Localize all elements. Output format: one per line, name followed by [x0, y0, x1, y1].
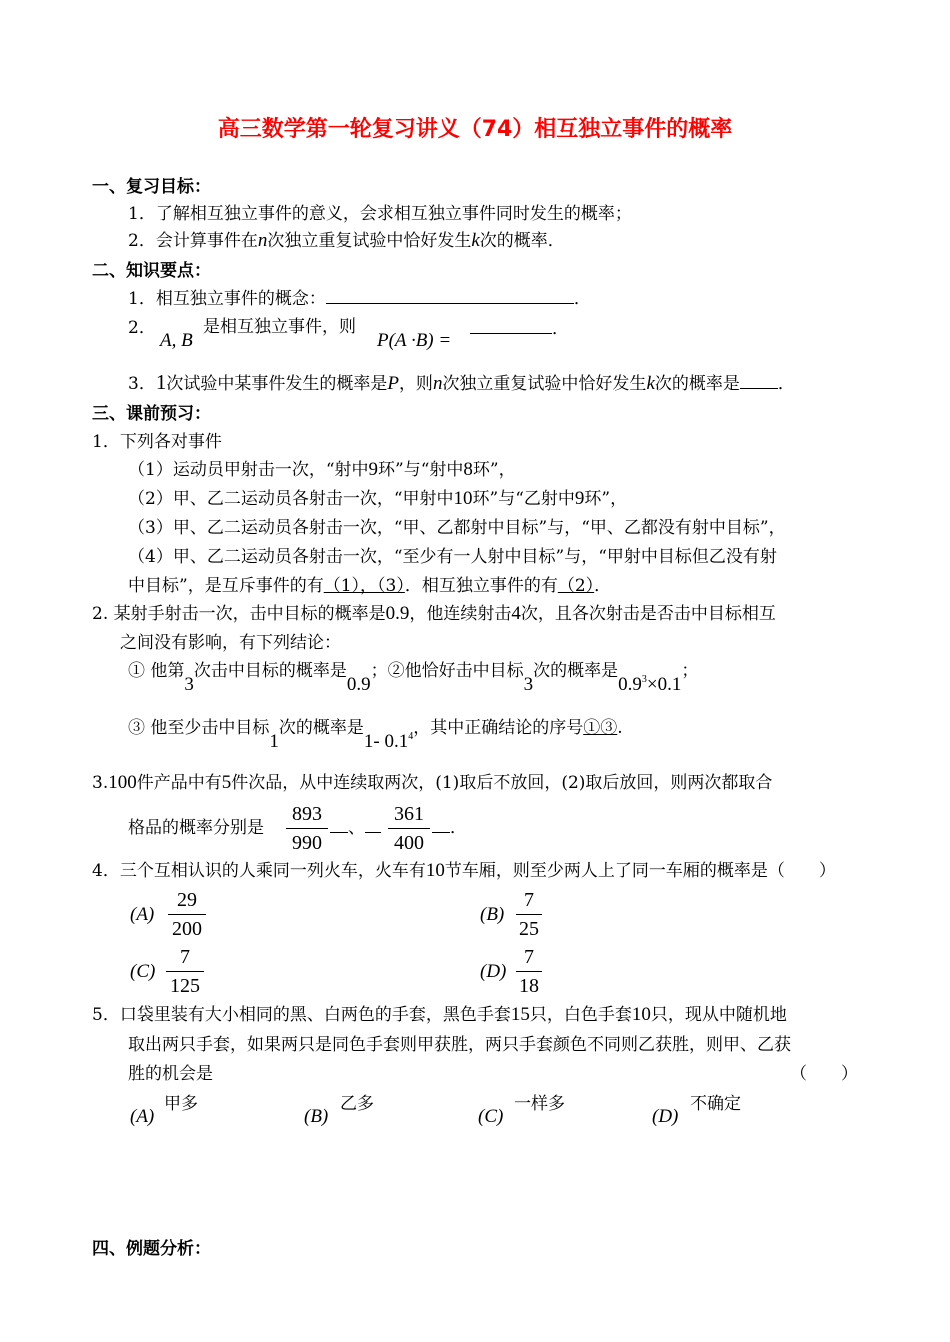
question-5-line-3: 胜的机会是 [128, 1064, 213, 1084]
probability-expression: P(A ·B) = [377, 330, 452, 351]
question-2-conclusion-1-2: ① 他第3次击中目标的概率是0.9；②他恰好击中目标3次的概率是$0.9^3\times 0.1$； [128, 661, 699, 695]
option-b-text: 乙多 [340, 1094, 374, 1114]
knowledge-item-1: 1．相互独立事件的概念： ． [128, 289, 591, 309]
events-ab: A, B [160, 330, 193, 351]
question-2-line-2: 之间没有影响，有下列结论： [120, 633, 341, 653]
option-b-label: (B) [480, 904, 505, 925]
answer-blank [740, 374, 778, 389]
question-1-line-3: （3）甲、乙二运动员各射击一次，“甲、乙都射中目标”与，“甲、乙都没有射中目标”， [128, 518, 786, 538]
question-1-line-5: 中目标”，是互斥事件的有（1），（3）．相互独立事件的有（2）． [128, 576, 612, 596]
section-heading-review-goals: 一、复习目标： [92, 177, 211, 197]
goal-item-1: 1．了解相互独立事件的意义，会求相互独立事件同时发生的概率； [128, 204, 632, 224]
question-1-line-1: （1）运动员甲射击一次，“射中9环”与“射中8环”， [128, 459, 516, 480]
option-b-label: (B) [304, 1106, 329, 1127]
answer-blank [470, 319, 552, 334]
answer-mutually-exclusive: （1），（3） [323, 576, 405, 596]
option-a-label: (A) [130, 1106, 155, 1127]
page-title: 高三数学第一轮复习讲义（74）相互独立事件的概率 [217, 117, 733, 142]
option-c-text: 一样多 [514, 1094, 565, 1114]
question-5-line-1: 5．口袋里装有大小相同的黑、白两色的手套，黑色手套15只，白色手套10只，现从中随机地 [92, 1004, 787, 1025]
answer-parentheses: （ ） [790, 1064, 858, 1084]
question-5-line-2: 取出两只手套，如果两只是同色手套则甲获胜，两只手套颜色不同则乙获胜，则甲、乙获 [128, 1035, 791, 1055]
option-d-text: 不确定 [690, 1094, 741, 1114]
knowledge-item-2-blank: ． [470, 318, 569, 340]
question-1-line-4: （4）甲、乙二运动员各射击一次，“至少有一人射中目标”与，“甲射中目标但乙没有射 [128, 547, 777, 567]
fraction-with-replacement: 361 400 [388, 801, 430, 856]
fraction-no-replacement: 893 990 [286, 801, 328, 856]
option-d-label: (D) [480, 961, 507, 982]
knowledge-item-2-text: 是相互独立事件，则 [203, 317, 356, 337]
question-2-line-1: 2. 某射手射击一次，击中目标的概率是0.9，他连续射击4次，且各次射击是否击中目标相互 [92, 603, 776, 624]
question-3-line-2-label: 格品的概率分别是 [128, 818, 264, 838]
option-c-fraction: 7 125 [166, 944, 204, 999]
section-heading-preview: 三、课前预习： [92, 404, 211, 424]
answer-independent: （2） [557, 576, 595, 596]
question-1-stem: 1．下列各对事件 [92, 432, 222, 452]
section-heading-key-points: 二、知识要点： [92, 261, 211, 281]
option-c-label: (C) [130, 961, 156, 982]
answer-correct-conclusions: ①③ [583, 718, 618, 738]
question-4-stem: 4．三个互相认识的人乘同一列火车，火车有10节车厢，则至少两人上了同一车厢的概率是（ ） [92, 860, 836, 881]
option-d-label: (D) [652, 1106, 679, 1127]
section-heading-examples: 四、例题分析： [92, 1239, 211, 1259]
knowledge-item-2-label: 2． [128, 318, 156, 338]
knowledge-item-3: 3．1次试验中某事件发生的概率是P，则n次独立重复试验中恰好发生k次的概率是 ． [128, 370, 795, 394]
question-3-separator: 、 [330, 817, 381, 839]
option-a-label: (A) [130, 904, 155, 925]
option-b-fraction: 7 25 [516, 887, 542, 942]
answer-blank [326, 289, 574, 304]
option-a-fraction: 29 200 [168, 887, 206, 942]
option-d-fraction: 7 18 [516, 944, 542, 999]
option-c-label: (C) [478, 1106, 504, 1127]
question-3-line-1: 3.100件产品中有5件次品，从中连续取两次，(1)取后不放回，(2)取后放回，则两次都取合 [92, 772, 773, 793]
question-1-line-2: （2）甲、乙二运动员各射击一次，“甲射中10环”与“乙射中9环”， [128, 488, 628, 509]
question-3-end: ． [432, 817, 467, 839]
goal-item-2: 2．会计算事件在n次独立重复试验中恰好发生k次的概率． [128, 230, 565, 251]
option-a-text: 甲多 [164, 1094, 198, 1114]
question-2-conclusion-3: ③ 他至少击中目标1次的概率是1- $0.1^4$，其中正确结论的序号①③. [128, 718, 623, 752]
